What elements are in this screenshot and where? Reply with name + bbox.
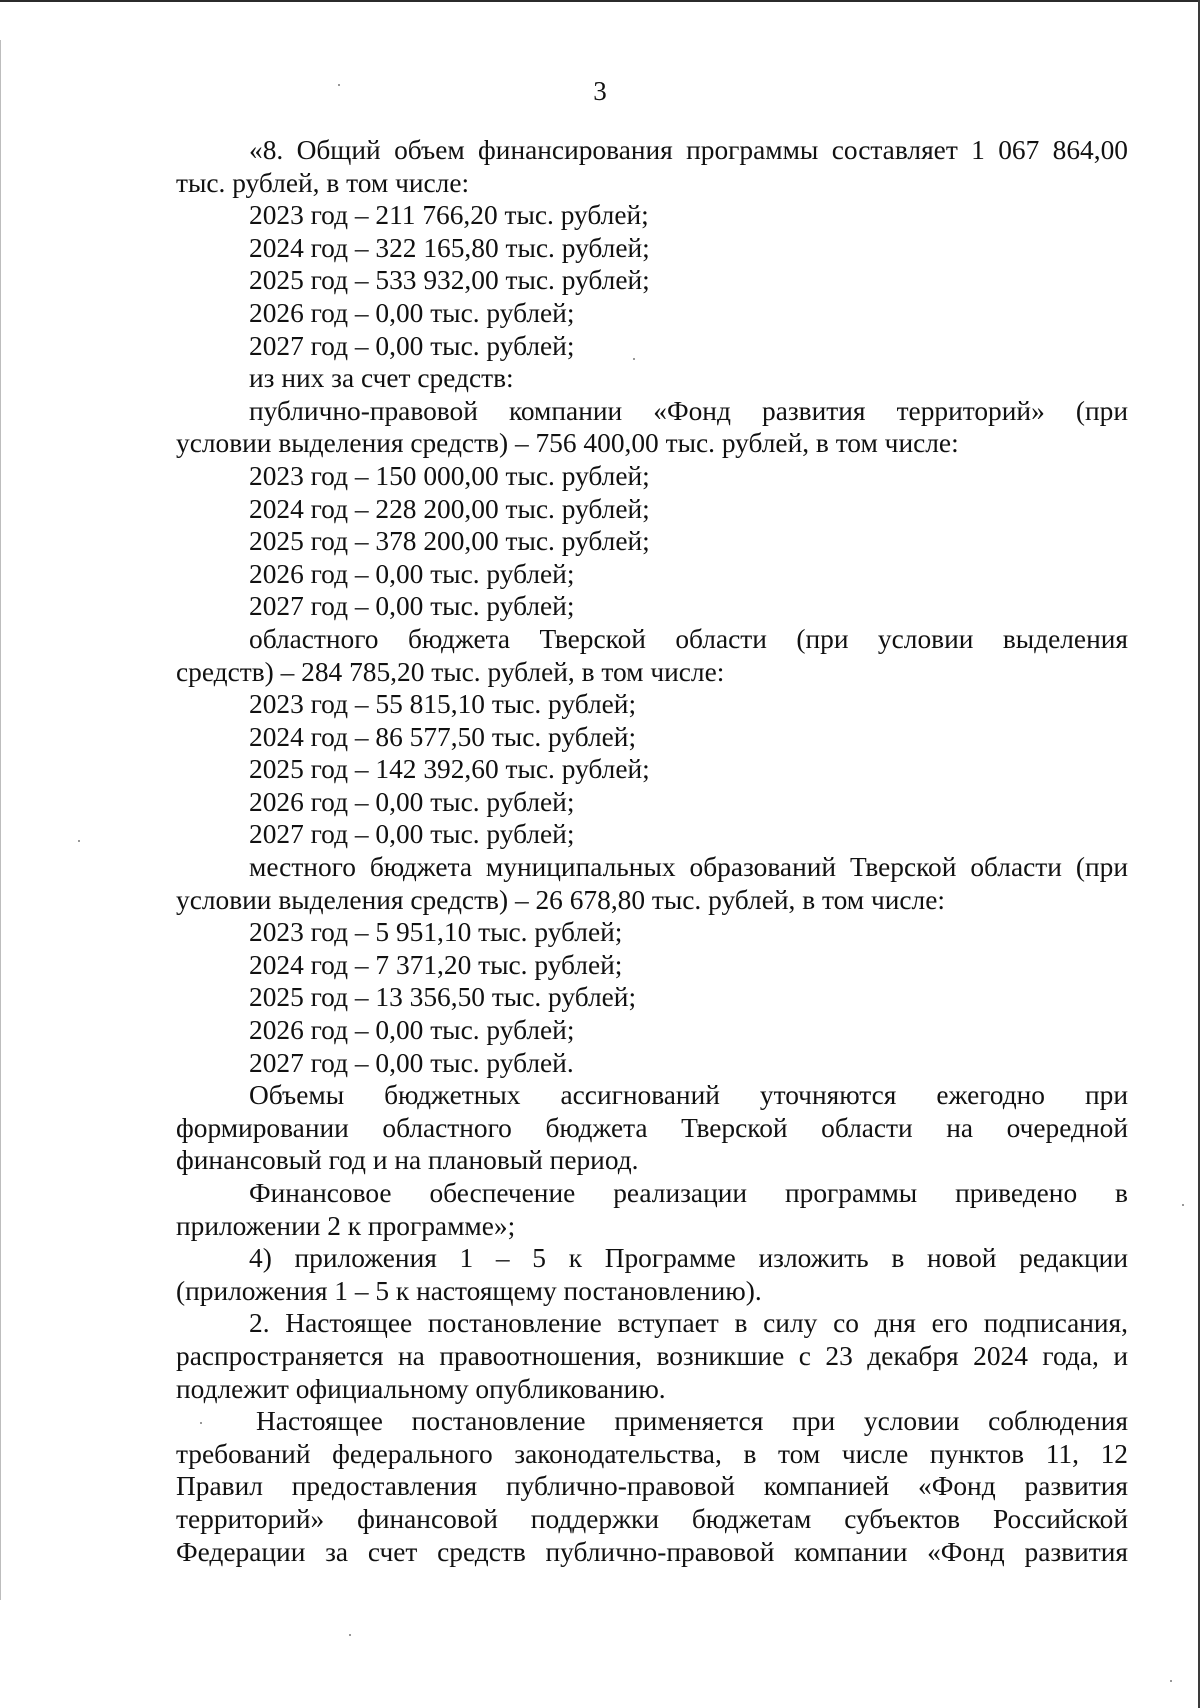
text-line: «8. Общий объем финансирования программы составляет 1 067 864,00 [249,135,1128,165]
scan-speck [78,840,80,842]
text-line: 2024 год – 7 371,20 тыс. рублей; [249,949,623,980]
text-line: финансовый год и на плановый период. [176,1145,639,1176]
text-line: тыс. рублей, в том числе: [176,167,470,198]
scan-speck [349,1634,351,1636]
text-line: 2027 год – 0,00 тыс. рублей; [249,591,575,622]
text-line: распространяется на правоотношения, возникшие с 23 декабря 2024 года, и [176,1340,1128,1371]
scan-speck [338,84,340,86]
text-line: местного бюджета муниципальных образований Тверской области (при [249,852,1128,883]
text-line: условии выделения средств) – 26 678,80 тыс. рублей, в том числе: [176,884,945,915]
text-line: 2023 год – 5 951,10 тыс. рублей; [249,917,623,948]
text-line: Финансовое обеспечение реализации программы приведено в [249,1178,1128,1208]
text-line: Правил предоставления публично-правовой компанией «Фонд развития [176,1471,1128,1502]
text-line: 2026 год – 0,00 тыс. рублей; [249,558,575,589]
scan-speck [633,358,635,360]
text-line: областного бюджета Тверской области (при условии выделения [249,623,1128,654]
text-line: 2024 год – 86 577,50 тыс. рублей; [249,721,637,752]
text-line: 2025 год – 378 200,00 тыс. рублей; [249,526,650,557]
scan-speck [1170,1680,1172,1682]
text-line: 2023 год – 211 766,20 тыс. рублей; [249,200,649,231]
text-line: 2026 год – 0,00 тыс. рублей; [249,297,575,328]
text-line: Федерации за счет средств публично-правовой компании «Фонд развития [176,1536,1128,1567]
text-line: 2026 год – 0,00 тыс. рублей; [249,786,575,817]
text-line: Объемы бюджетных ассигнований уточняются ежегодно при [249,1080,1128,1111]
text-line: условии выделения средств) – 756 400,00 тыс. рублей, в том числе: [176,428,959,459]
text-line: 2023 год – 150 000,00 тыс. рублей; [249,460,650,491]
scan-speck [200,1422,202,1424]
text-line: публично-правовой компании «Фонд развития территорий» (при [249,395,1128,426]
text-line: из них за счет средств: [249,363,514,394]
text-line: территорий» финансовой поддержки бюджетам субъектов Российской [176,1503,1128,1534]
text-line: приложении 2 к программе»; [176,1210,516,1241]
text-line: 2027 год – 0,00 тыс. рублей; [249,330,575,361]
text-line: средств) – 284 785,20 тыс. рублей, в том числе: [176,656,725,687]
text-line: 2027 год – 0,00 тыс. рублей. [249,1047,574,1078]
text-line: 2024 год – 228 200,00 тыс. рублей; [249,493,650,524]
text-line: требований федерального законодательства, в том числе пунктов 11, 12 [176,1438,1128,1469]
text-line: 2027 год – 0,00 тыс. рублей; [249,819,575,850]
scan-edge-top [0,0,1200,2]
text-line: 2025 год – 142 392,60 тыс. рублей; [249,754,650,785]
text-line: 2023 год – 55 815,10 тыс. рублей; [249,689,637,720]
text-line: 2025 год – 533 932,00 тыс. рублей; [249,265,650,296]
text-line: 2. Настоящее постановление вступает в силу со дня его подписания, [249,1308,1128,1339]
text-line: 4) приложения 1 – 5 к Программе изложить в новой редакции [249,1243,1128,1274]
text-line: 2025 год – 13 356,50 тыс. рублей; [249,982,637,1013]
page-number: 3 [593,76,607,106]
text-line: Настоящее постановление применяется при условии соблюдения [256,1406,1128,1437]
text-line: формировании областного бюджета Тверской области на очередной [176,1112,1128,1143]
document-body [176,134,1128,1568]
text-line: (приложения 1 – 5 к настоящему постановлению). [176,1275,762,1306]
scan-speck [1182,1204,1184,1206]
text-line: 2024 год – 322 165,80 тыс. рублей; [249,232,650,263]
scan-edge-left [0,40,1,1600]
text-line: подлежит официальному опубликованию. [176,1373,666,1404]
text-line: 2026 год – 0,00 тыс. рублей; [249,1015,575,1046]
